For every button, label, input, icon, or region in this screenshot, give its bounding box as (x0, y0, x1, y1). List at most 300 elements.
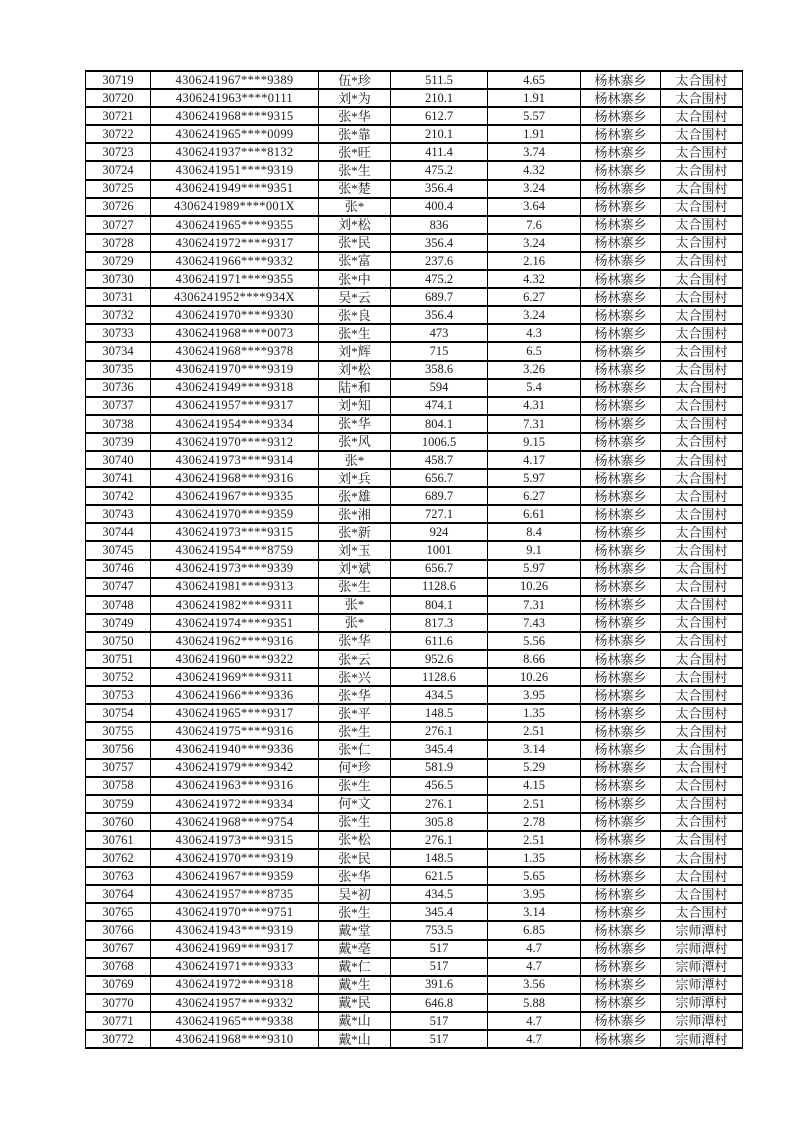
amount-cell: 656.7 (391, 560, 488, 578)
township-cell: 杨林寨乡 (581, 614, 661, 632)
masked-name-cell: 戴*生 (319, 976, 391, 994)
masked-name-cell: 张*旺 (319, 143, 391, 161)
masked-id-number-cell: 4306241963****9316 (151, 777, 319, 795)
area-cell: 7.6 (488, 216, 581, 234)
township-cell: 杨林寨乡 (581, 324, 661, 342)
amount-cell: 400.4 (391, 198, 488, 216)
sequence-number-cell: 30729 (86, 252, 151, 270)
masked-name-cell: 张*华 (319, 686, 391, 704)
area-cell: 5.56 (488, 632, 581, 650)
village-cell: 太合围村 (661, 415, 743, 433)
amount-cell: 753.5 (391, 921, 488, 939)
sequence-number-cell: 30736 (86, 379, 151, 397)
township-cell: 杨林寨乡 (581, 198, 661, 216)
area-cell: 7.31 (488, 596, 581, 614)
masked-id-number-cell: 4306241962****9316 (151, 632, 319, 650)
area-cell: 3.64 (488, 198, 581, 216)
masked-name-cell: 张*云 (319, 650, 391, 668)
village-cell: 太合围村 (661, 759, 743, 777)
area-cell: 1.91 (488, 89, 581, 107)
village-cell: 太合围村 (661, 107, 743, 125)
area-cell: 10.26 (488, 668, 581, 686)
sequence-number-cell: 30719 (86, 71, 151, 89)
masked-id-number-cell: 4306241967****9359 (151, 867, 319, 885)
sequence-number-cell: 30741 (86, 469, 151, 487)
amount-cell: 276.1 (391, 795, 488, 813)
masked-id-number-cell: 4306241968****9316 (151, 469, 319, 487)
village-cell: 太合围村 (661, 324, 743, 342)
township-cell: 杨林寨乡 (581, 831, 661, 849)
village-cell: 太合围村 (661, 813, 743, 831)
amount-cell: 804.1 (391, 415, 488, 433)
village-cell: 太合围村 (661, 306, 743, 324)
amount-cell: 689.7 (391, 487, 488, 505)
area-cell: 4.3 (488, 324, 581, 342)
area-cell: 4.7 (488, 940, 581, 958)
township-cell: 杨林寨乡 (581, 125, 661, 143)
masked-id-number-cell: 4306241968****9315 (151, 107, 319, 125)
masked-name-cell: 张* (319, 451, 391, 469)
amount-cell: 148.5 (391, 704, 488, 722)
table-row (86, 560, 743, 578)
township-cell: 杨林寨乡 (581, 578, 661, 596)
masked-id-number-cell: 4306241970****9319 (151, 361, 319, 379)
masked-name-cell: 戴*亳 (319, 940, 391, 958)
masked-id-number-cell: 4306241989****001X (151, 198, 319, 216)
township-cell: 杨林寨乡 (581, 433, 661, 451)
masked-name-cell: 刘*玉 (319, 541, 391, 559)
masked-id-number-cell: 4306241974****9351 (151, 614, 319, 632)
area-cell: 2.51 (488, 831, 581, 849)
sequence-number-cell: 30724 (86, 161, 151, 179)
area-cell: 6.27 (488, 487, 581, 505)
sequence-number-cell: 30727 (86, 216, 151, 234)
sequence-number-cell: 30731 (86, 288, 151, 306)
sequence-number-cell: 30747 (86, 578, 151, 596)
table-row (86, 704, 743, 722)
masked-id-number-cell: 4306241970****9312 (151, 433, 319, 451)
amount-cell: 434.5 (391, 686, 488, 704)
village-cell: 太合围村 (661, 270, 743, 288)
amount-cell: 804.1 (391, 596, 488, 614)
masked-name-cell: 戴*山 (319, 1030, 391, 1048)
masked-name-cell: 张*华 (319, 107, 391, 125)
village-cell: 太合围村 (661, 885, 743, 903)
masked-name-cell: 伍*珍 (319, 71, 391, 89)
masked-name-cell: 张*生 (319, 324, 391, 342)
sequence-number-cell: 30759 (86, 795, 151, 813)
township-cell: 杨林寨乡 (581, 161, 661, 179)
masked-id-number-cell: 4306241966****9332 (151, 252, 319, 270)
amount-cell: 952.6 (391, 650, 488, 668)
masked-id-number-cell: 4306241971****9355 (151, 270, 319, 288)
amount-cell: 345.4 (391, 740, 488, 758)
masked-id-number-cell: 4306241972****9334 (151, 795, 319, 813)
area-cell: 5.65 (488, 867, 581, 885)
table-row (86, 361, 743, 379)
area-cell: 3.14 (488, 740, 581, 758)
area-cell: 2.16 (488, 252, 581, 270)
village-cell: 太合围村 (661, 686, 743, 704)
amount-cell: 836 (391, 216, 488, 234)
township-cell: 杨林寨乡 (581, 234, 661, 252)
sequence-number-cell: 30755 (86, 722, 151, 740)
village-cell: 太合围村 (661, 722, 743, 740)
village-cell: 太合围村 (661, 903, 743, 921)
table-row (86, 650, 743, 668)
masked-name-cell: 张*楚 (319, 180, 391, 198)
village-cell: 太合围村 (661, 71, 743, 89)
masked-id-number-cell: 4306241965****9317 (151, 704, 319, 722)
table-row (86, 632, 743, 650)
area-cell: 4.32 (488, 161, 581, 179)
sequence-number-cell: 30765 (86, 903, 151, 921)
masked-id-number-cell: 4306241943****9319 (151, 921, 319, 939)
township-cell: 杨林寨乡 (581, 885, 661, 903)
village-cell: 宗师潭村 (661, 921, 743, 939)
table-row (86, 505, 743, 523)
area-cell: 5.29 (488, 759, 581, 777)
amount-cell: 475.2 (391, 270, 488, 288)
sequence-number-cell: 30761 (86, 831, 151, 849)
masked-id-number-cell: 4306241963****0111 (151, 89, 319, 107)
table-row (86, 596, 743, 614)
masked-id-number-cell: 4306241949****9318 (151, 379, 319, 397)
masked-name-cell: 张*风 (319, 433, 391, 451)
amount-cell: 473 (391, 324, 488, 342)
area-cell: 4.7 (488, 958, 581, 976)
table-row (86, 1012, 743, 1030)
sequence-number-cell: 30756 (86, 740, 151, 758)
township-cell: 杨林寨乡 (581, 867, 661, 885)
amount-cell: 210.1 (391, 89, 488, 107)
masked-id-number-cell: 4306241969****9311 (151, 668, 319, 686)
masked-name-cell: 戴*山 (319, 1012, 391, 1030)
masked-id-number-cell: 4306241973****9315 (151, 523, 319, 541)
area-cell: 4.15 (488, 777, 581, 795)
table-row (86, 161, 743, 179)
village-cell: 宗师潭村 (661, 994, 743, 1012)
amount-cell: 517 (391, 1012, 488, 1030)
amount-cell: 817.3 (391, 614, 488, 632)
village-cell: 太合围村 (661, 361, 743, 379)
sequence-number-cell: 30762 (86, 849, 151, 867)
masked-name-cell: 吴*云 (319, 288, 391, 306)
sequence-number-cell: 30751 (86, 650, 151, 668)
village-cell: 宗师潭村 (661, 940, 743, 958)
table-row (86, 994, 743, 1012)
masked-name-cell: 刘*松 (319, 361, 391, 379)
masked-name-cell: 张*生 (319, 903, 391, 921)
masked-name-cell: 张*华 (319, 415, 391, 433)
township-cell: 杨林寨乡 (581, 686, 661, 704)
area-cell: 9.1 (488, 541, 581, 559)
area-cell: 5.97 (488, 469, 581, 487)
amount-cell: 715 (391, 342, 488, 360)
sequence-number-cell: 30743 (86, 505, 151, 523)
township-cell: 杨林寨乡 (581, 795, 661, 813)
area-cell: 3.74 (488, 143, 581, 161)
village-cell: 太合围村 (661, 161, 743, 179)
table-row (86, 487, 743, 505)
masked-id-number-cell: 4306241982****9311 (151, 596, 319, 614)
table-row (86, 777, 743, 795)
masked-name-cell: 刘*辉 (319, 342, 391, 360)
table-row (86, 958, 743, 976)
table-row (86, 668, 743, 686)
table-row (86, 1030, 743, 1048)
village-cell: 太合围村 (661, 668, 743, 686)
area-cell: 1.91 (488, 125, 581, 143)
village-cell: 太合围村 (661, 180, 743, 198)
township-cell: 杨林寨乡 (581, 740, 661, 758)
masked-id-number-cell: 4306241970****9330 (151, 306, 319, 324)
village-cell: 太合围村 (661, 777, 743, 795)
village-cell: 太合围村 (661, 650, 743, 668)
masked-id-number-cell: 4306241970****9359 (151, 505, 319, 523)
table-row (86, 867, 743, 885)
township-cell: 杨林寨乡 (581, 487, 661, 505)
village-cell: 太合围村 (661, 795, 743, 813)
township-cell: 杨林寨乡 (581, 1030, 661, 1048)
masked-name-cell: 戴*仁 (319, 958, 391, 976)
masked-name-cell: 刘*松 (319, 216, 391, 234)
sequence-number-cell: 30766 (86, 921, 151, 939)
village-cell: 太合围村 (661, 614, 743, 632)
sequence-number-cell: 30726 (86, 198, 151, 216)
sequence-number-cell: 30720 (86, 89, 151, 107)
masked-name-cell: 张*仁 (319, 740, 391, 758)
table-row (86, 143, 743, 161)
township-cell: 杨林寨乡 (581, 759, 661, 777)
amount-cell: 391.6 (391, 976, 488, 994)
masked-name-cell: 张*靠 (319, 125, 391, 143)
township-cell: 杨林寨乡 (581, 288, 661, 306)
area-cell: 3.24 (488, 234, 581, 252)
township-cell: 杨林寨乡 (581, 451, 661, 469)
sequence-number-cell: 30750 (86, 632, 151, 650)
sequence-number-cell: 30721 (86, 107, 151, 125)
masked-name-cell: 张*湘 (319, 505, 391, 523)
masked-name-cell: 张*新 (319, 523, 391, 541)
sequence-number-cell: 30744 (86, 523, 151, 541)
amount-cell: 475.2 (391, 161, 488, 179)
masked-name-cell: 张* (319, 198, 391, 216)
masked-name-cell: 张*良 (319, 306, 391, 324)
sequence-number-cell: 30737 (86, 397, 151, 415)
masked-name-cell: 张*生 (319, 578, 391, 596)
amount-cell: 474.1 (391, 397, 488, 415)
village-cell: 太合围村 (661, 505, 743, 523)
masked-id-number-cell: 4306241957****9317 (151, 397, 319, 415)
township-cell: 杨林寨乡 (581, 361, 661, 379)
village-cell: 太合围村 (661, 740, 743, 758)
sequence-number-cell: 30772 (86, 1030, 151, 1048)
amount-cell: 276.1 (391, 831, 488, 849)
sequence-number-cell: 30763 (86, 867, 151, 885)
township-cell: 杨林寨乡 (581, 976, 661, 994)
amount-cell: 411.4 (391, 143, 488, 161)
sequence-number-cell: 30728 (86, 234, 151, 252)
amount-cell: 210.1 (391, 125, 488, 143)
amount-cell: 621.5 (391, 867, 488, 885)
masked-id-number-cell: 4306241973****9314 (151, 451, 319, 469)
masked-name-cell: 刘*为 (319, 89, 391, 107)
sequence-number-cell: 30753 (86, 686, 151, 704)
sequence-number-cell: 30730 (86, 270, 151, 288)
village-cell: 太合围村 (661, 867, 743, 885)
area-cell: 8.66 (488, 650, 581, 668)
masked-name-cell: 戴*堂 (319, 921, 391, 939)
amount-cell: 511.5 (391, 71, 488, 89)
sequence-number-cell: 30760 (86, 813, 151, 831)
masked-name-cell: 刘*知 (319, 397, 391, 415)
sequence-number-cell: 30768 (86, 958, 151, 976)
table-row (86, 324, 743, 342)
masked-id-number-cell: 4306241954****8759 (151, 541, 319, 559)
masked-id-number-cell: 4306241952****934X (151, 288, 319, 306)
amount-cell: 612.7 (391, 107, 488, 125)
masked-id-number-cell: 4306241970****9319 (151, 849, 319, 867)
masked-name-cell: 刘*斌 (319, 560, 391, 578)
sequence-number-cell: 30770 (86, 994, 151, 1012)
area-cell: 6.5 (488, 342, 581, 360)
table-row (86, 451, 743, 469)
masked-id-number-cell: 4306241954****9334 (151, 415, 319, 433)
township-cell: 杨林寨乡 (581, 849, 661, 867)
area-cell: 3.56 (488, 976, 581, 994)
area-cell: 5.88 (488, 994, 581, 1012)
sequence-number-cell: 30723 (86, 143, 151, 161)
area-cell: 4.65 (488, 71, 581, 89)
masked-id-number-cell: 4306241973****9315 (151, 831, 319, 849)
sequence-number-cell: 30742 (86, 487, 151, 505)
table-row (86, 523, 743, 541)
village-cell: 太合围村 (661, 523, 743, 541)
township-cell: 杨林寨乡 (581, 379, 661, 397)
masked-id-number-cell: 4306241972****9317 (151, 234, 319, 252)
township-cell: 杨林寨乡 (581, 523, 661, 541)
village-cell: 太合围村 (661, 143, 743, 161)
township-cell: 杨林寨乡 (581, 505, 661, 523)
table-row (86, 903, 743, 921)
sequence-number-cell: 30733 (86, 324, 151, 342)
amount-cell: 689.7 (391, 288, 488, 306)
township-cell: 杨林寨乡 (581, 342, 661, 360)
table-row (86, 107, 743, 125)
table-row (86, 921, 743, 939)
area-cell: 2.78 (488, 813, 581, 831)
table-row (86, 198, 743, 216)
amount-cell: 358.6 (391, 361, 488, 379)
area-cell: 2.51 (488, 795, 581, 813)
area-cell: 2.51 (488, 722, 581, 740)
township-cell: 杨林寨乡 (581, 813, 661, 831)
masked-id-number-cell: 4306241957****8735 (151, 885, 319, 903)
township-cell: 杨林寨乡 (581, 777, 661, 795)
table-row (86, 379, 743, 397)
sequence-number-cell: 30754 (86, 704, 151, 722)
township-cell: 杨林寨乡 (581, 216, 661, 234)
area-cell: 3.14 (488, 903, 581, 921)
sequence-number-cell: 30752 (86, 668, 151, 686)
village-cell: 宗师潭村 (661, 1030, 743, 1048)
table-row (86, 740, 743, 758)
masked-id-number-cell: 4306241937****8132 (151, 143, 319, 161)
area-cell: 5.97 (488, 560, 581, 578)
township-cell: 杨林寨乡 (581, 469, 661, 487)
village-cell: 太合围村 (661, 379, 743, 397)
masked-id-number-cell: 4306241960****9322 (151, 650, 319, 668)
area-cell: 3.95 (488, 885, 581, 903)
masked-id-number-cell: 4306241969****9317 (151, 940, 319, 958)
masked-name-cell: 张*平 (319, 704, 391, 722)
masked-id-number-cell: 4306241957****9332 (151, 994, 319, 1012)
area-cell: 4.32 (488, 270, 581, 288)
township-cell: 杨林寨乡 (581, 415, 661, 433)
area-cell: 4.17 (488, 451, 581, 469)
sequence-number-cell: 30771 (86, 1012, 151, 1030)
village-cell: 太合围村 (661, 397, 743, 415)
amount-cell: 456.5 (391, 777, 488, 795)
sequence-number-cell: 30732 (86, 306, 151, 324)
masked-id-number-cell: 4306241971****9333 (151, 958, 319, 976)
table-row (86, 578, 743, 596)
masked-name-cell: 何*文 (319, 795, 391, 813)
masked-name-cell: 张*民 (319, 234, 391, 252)
township-cell: 杨林寨乡 (581, 921, 661, 939)
masked-name-cell: 张*雄 (319, 487, 391, 505)
amount-cell: 237.6 (391, 252, 488, 270)
masked-name-cell: 戴*民 (319, 994, 391, 1012)
township-cell: 杨林寨乡 (581, 180, 661, 198)
township-cell: 杨林寨乡 (581, 252, 661, 270)
masked-name-cell: 刘*兵 (319, 469, 391, 487)
area-cell: 10.26 (488, 578, 581, 596)
village-cell: 太合围村 (661, 234, 743, 252)
township-cell: 杨林寨乡 (581, 143, 661, 161)
masked-id-number-cell: 4306241965****9355 (151, 216, 319, 234)
records-table (85, 70, 743, 1049)
village-cell: 太合围村 (661, 433, 743, 451)
table-row (86, 795, 743, 813)
table-row (86, 216, 743, 234)
masked-name-cell: 张*中 (319, 270, 391, 288)
village-cell: 太合围村 (661, 125, 743, 143)
village-cell: 太合围村 (661, 704, 743, 722)
amount-cell: 1128.6 (391, 578, 488, 596)
table-row (86, 397, 743, 415)
sequence-number-cell: 30735 (86, 361, 151, 379)
amount-cell: 458.7 (391, 451, 488, 469)
village-cell: 太合围村 (661, 578, 743, 596)
table-row (86, 415, 743, 433)
township-cell: 杨林寨乡 (581, 560, 661, 578)
table-row (86, 831, 743, 849)
table-row (86, 976, 743, 994)
table-row (86, 125, 743, 143)
township-cell: 杨林寨乡 (581, 1012, 661, 1030)
table-row (86, 813, 743, 831)
area-cell: 5.57 (488, 107, 581, 125)
table-row (86, 270, 743, 288)
table-row (86, 71, 743, 89)
amount-cell: 924 (391, 523, 488, 541)
township-cell: 杨林寨乡 (581, 596, 661, 614)
masked-name-cell: 张*生 (319, 777, 391, 795)
village-cell: 太合围村 (661, 849, 743, 867)
table-row (86, 306, 743, 324)
